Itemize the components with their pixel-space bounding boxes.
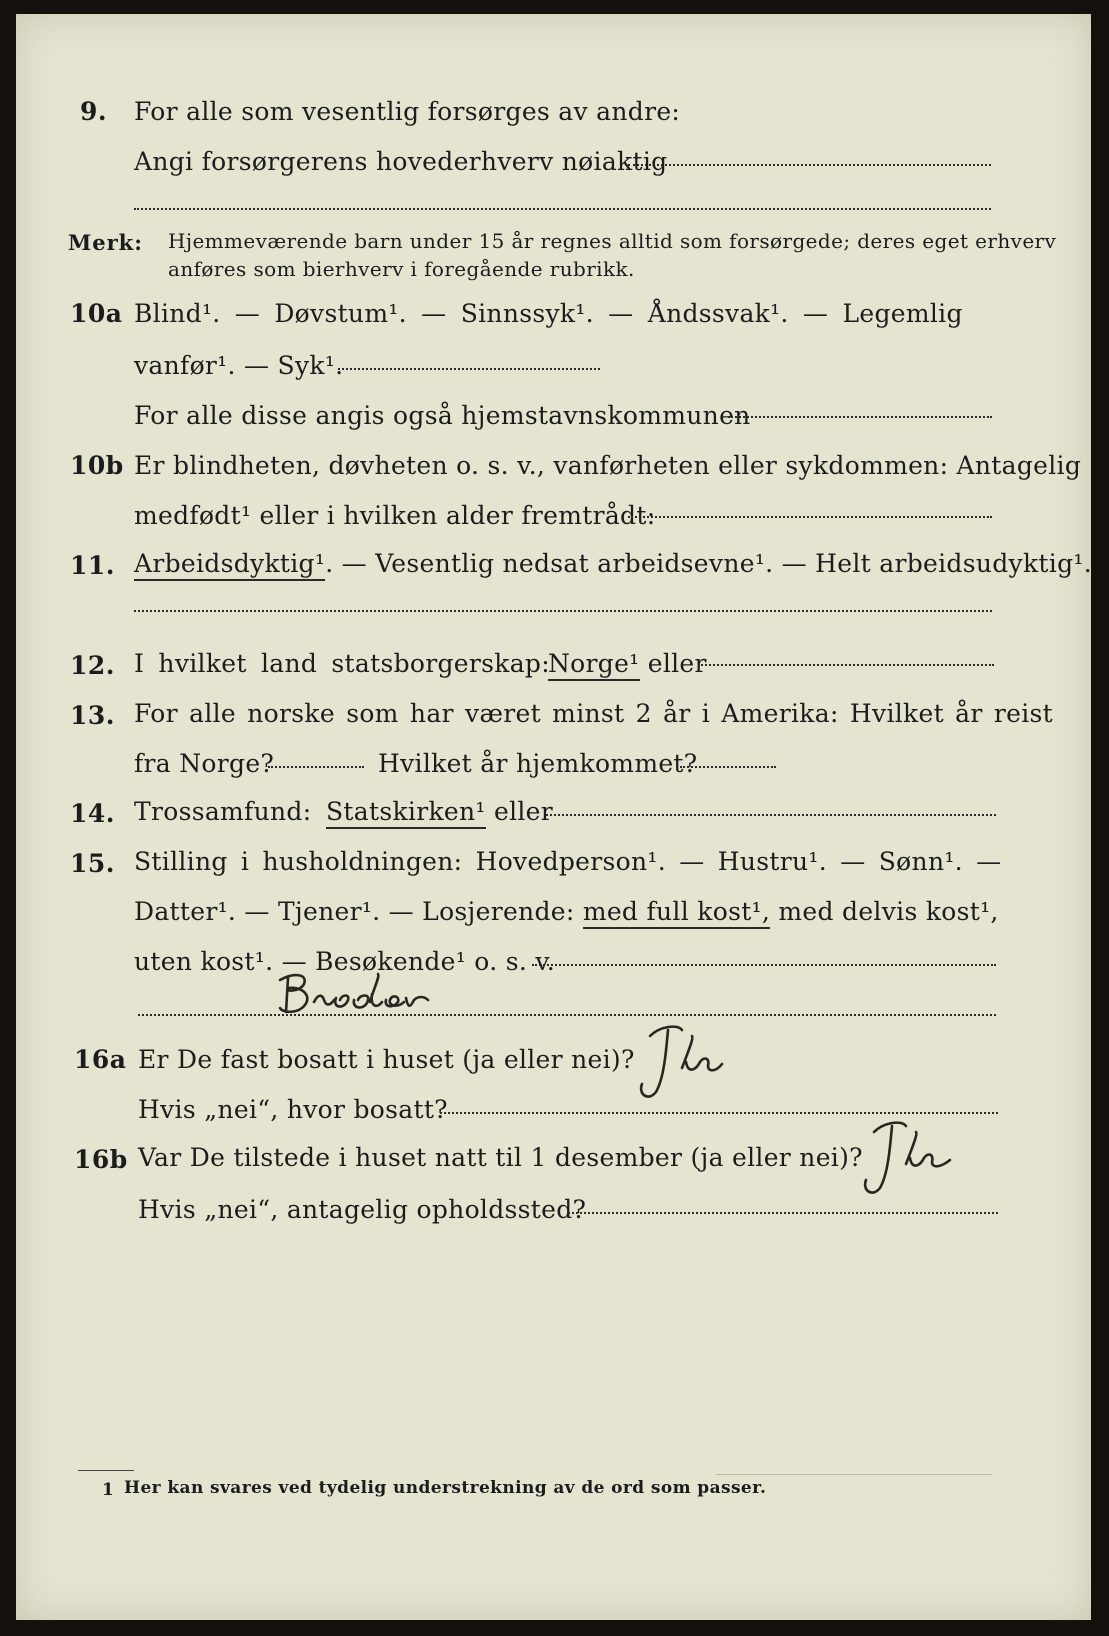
q16a-answer-line[interactable] [440, 1112, 998, 1114]
q9-line2: Angi forsørgerens hovederhverv nøiaktig [134, 147, 668, 176]
q16b-handwriting-svg [854, 1118, 964, 1198]
q12-number: 12. [70, 651, 115, 680]
merk-line2: anføres som bierhverv i foregående rubrikk. [168, 257, 635, 281]
q12-answer-line[interactable] [698, 664, 994, 666]
q16a-handwriting-svg [628, 1022, 738, 1102]
q15-number: 15. [70, 849, 115, 878]
q15-line2c: med delvis kost¹, [778, 897, 999, 926]
q15-line2 [134, 896, 999, 928]
footnote-mark: 1 [102, 1480, 115, 1500]
q10b-line2: medfødt¹ eller i hvilken alder fremtrådt: [134, 501, 656, 530]
q10b-number: 10b [70, 451, 124, 480]
q16b-handwritten-answer [854, 1118, 964, 1202]
q16b-line1: Var De tilstede i huset natt til 1 desember (ja eller nei)? [138, 1143, 863, 1172]
q14-number: 14. [70, 799, 115, 828]
q16a-line1: Er De fast bosatt i huset (ja eller nei)? [138, 1045, 635, 1074]
q15-line3: uten kost¹. — Besøkende¹ o. s. v. [134, 947, 556, 976]
q12-eller: eller [647, 649, 707, 678]
q10b-answer-line[interactable] [628, 516, 992, 518]
q11-number: 11. [70, 551, 115, 580]
footnote-rule [78, 1470, 134, 1471]
q14-statskirken-underlined[interactable]: Statskirken¹ [326, 797, 486, 829]
q15-answer-line-1[interactable] [532, 964, 996, 966]
q11-answer-line[interactable] [134, 610, 992, 612]
q16b-line2: Hvis „nei“, antagelig opholdssted? [138, 1195, 587, 1224]
q13-number: 13. [70, 701, 115, 730]
q14-text: Trossamfund: [134, 797, 312, 826]
q14-answer-line[interactable] [546, 814, 996, 816]
q15-answer-line-2[interactable] [138, 1014, 996, 1016]
q10b-line1: Er blindheten, døvheten o. s. v., vanførheten eller sykdommen: Antagelig [134, 451, 1082, 480]
q14-option [326, 796, 553, 828]
q9-line1: For alle som vesentlig forsørges av andre: [134, 97, 681, 126]
q12-text: I hvilket land statsborgerskap: [134, 649, 550, 678]
footnote-faint-rule [716, 1474, 992, 1475]
q10a-line2: vanfør¹. — Syk¹. [134, 351, 344, 380]
q11-option-arbeidsdyktig[interactable]: Arbeidsdyktig¹ [134, 549, 325, 581]
q13-reist-answer-line[interactable] [268, 766, 364, 768]
q15-handwriting-svg [274, 968, 474, 1018]
q10a-answer-line-2[interactable] [728, 416, 992, 418]
q9-answer-line-1[interactable] [628, 164, 991, 166]
q13-line2b: Hvilket år hjemkommet? [378, 749, 698, 778]
q13-line1: For alle norske som har været minst 2 år i Amerika: Hvilket år reist [134, 699, 1054, 728]
q15-line2a: Datter¹. — Tjener¹. — Losjerende: [134, 897, 575, 926]
q11-line [134, 548, 1092, 580]
q15-line1: Stilling i husholdningen: Hovedperson¹. — Hustru¹. — Sønn¹. — [134, 847, 1002, 876]
q14-eller: eller [493, 797, 554, 826]
q12-option-norge [548, 648, 707, 680]
q16a-number: 16a [74, 1045, 127, 1074]
q12-norge-underlined[interactable]: Norge¹ [548, 649, 640, 681]
q13-hjemkommet-answer-line[interactable] [680, 766, 776, 768]
q10a-number: 10a [70, 299, 123, 328]
q16a-handwritten-answer [628, 1022, 738, 1106]
q9-answer-line-2[interactable] [134, 208, 991, 210]
q10a-answer-line-1[interactable] [338, 368, 600, 370]
census-form-page [16, 14, 1091, 1620]
q16a-line2: Hvis „nei“, hvor bosatt? [138, 1095, 448, 1124]
footnote-text: Her kan svares ved tydelig understrekning av de ord som passer. [124, 1478, 767, 1498]
q11-rest: . — Vesentlig nedsat arbeidsevne¹. — Helt arbeidsudyktig¹. [325, 549, 1092, 578]
q15-option-full-kost[interactable]: med full kost¹, [583, 897, 770, 929]
merk-line1: Hjemmeværende barn under 15 år regnes alltid som forsørgede; deres eget erhverv [168, 229, 1057, 253]
q10a-line1: Blind¹. — Døvstum¹. — Sinnssyk¹. — Åndssvak¹. — Legemlig [134, 299, 963, 328]
q16b-answer-line[interactable] [568, 1212, 998, 1214]
q13-line2a: fra Norge? [134, 749, 275, 778]
merk-label: Merk: [68, 230, 143, 255]
q16b-number: 16b [74, 1145, 128, 1174]
q9-number: 9. [80, 97, 108, 126]
q10a-line3: For alle disse angis også hjemstavnskommunen [134, 401, 751, 430]
